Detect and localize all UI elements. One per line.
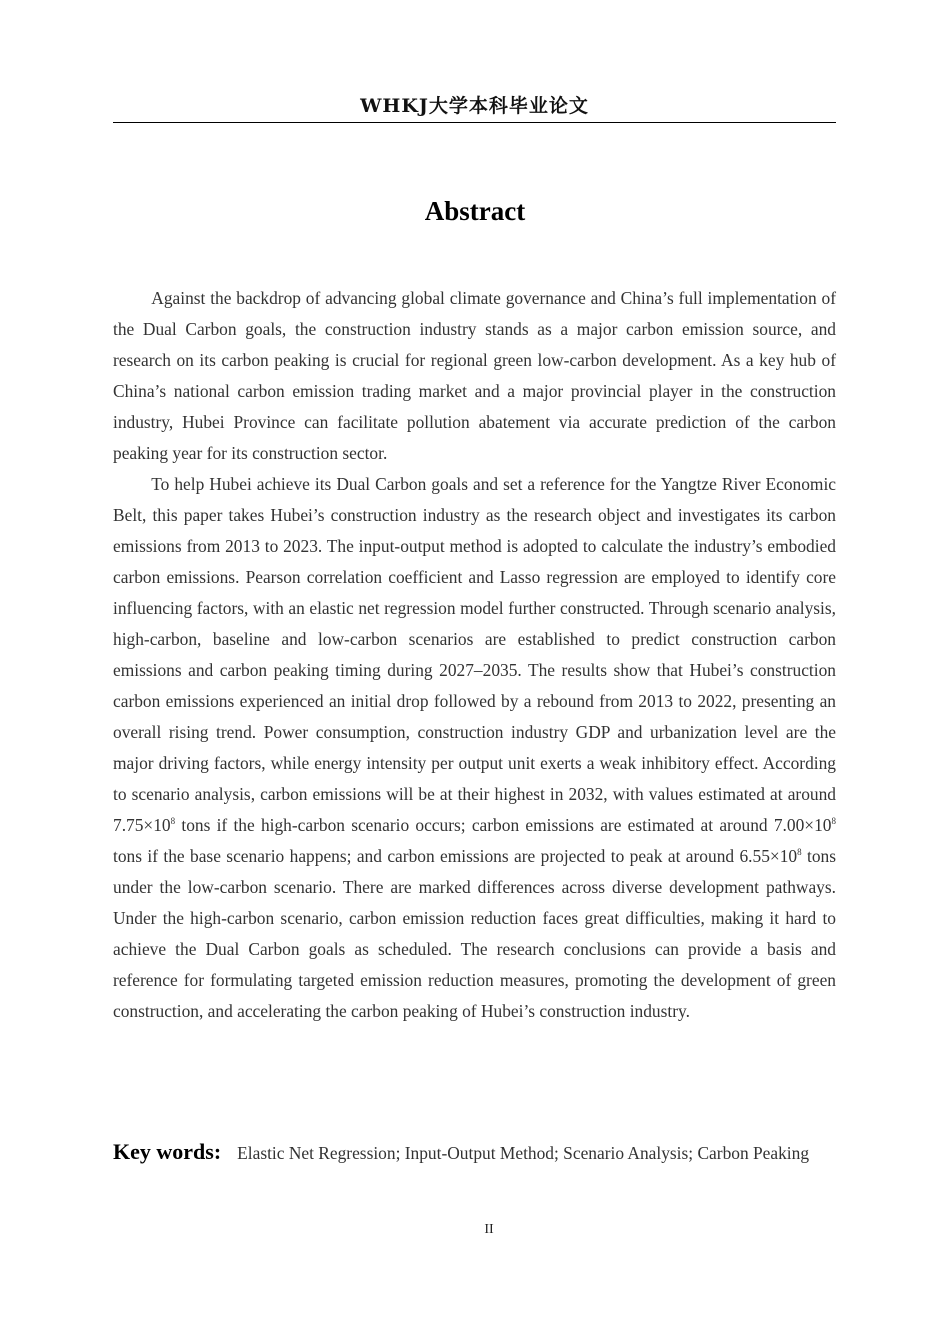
page-header — [113, 92, 836, 123]
page-number: II — [484, 1222, 494, 1237]
paragraph-2-text-4: tons under the low-carbon scenario. There are marked differences across diverse development pathways. Under the high-carbon scenario, carbon emission reduction faces great difficulties, making it hard to achieve the Dual Carbon goals as scheduled. The research conclusions can provide a basis and reference for formulating targeted emission reduction measures, promoting the development of green construction, and accelerating the carbon peaking of Hubei’s construction industry. — [113, 846, 837, 1021]
exponent-2: 8 — [831, 816, 836, 826]
abstract-paragraph-1: Against the backdrop of advancing global climate governance and China’s full implementation of the Dual Carbon goals, the construction industry stands as a major carbon emission source, and research on its carbon peaking is crucial for regional green low-carbon development. As a key hub of China’s national carbon emission trading market and a major provincial player in the construction industry, Hubei Province can facilitate pollution abatement via accurate prediction of the carbon peaking year for its construction sector. — [113, 288, 836, 463]
exponent-3: 8 — [797, 847, 802, 857]
paragraph-2-text-2: tons if the high-carbon scenario occurs; carbon emissions are estimated at around 7.00×10 — [175, 815, 832, 835]
abstract-paragraph-2 — [113, 469, 836, 1027]
paragraph-2-text-3: tons if the base scenario happens; and carbon emissions are projected to peak at around 6.55×10 — [113, 846, 798, 866]
abstract-body — [113, 283, 836, 1027]
keywords-label: Key words: — [113, 1139, 222, 1164]
exponent-1: 8 — [170, 816, 176, 826]
header-title: WHKJ大学本科毕业论文 — [360, 95, 589, 117]
keywords-text: Elastic Net Regression; Input-Output Method; Scenario Analysis; Carbon Peaking — [237, 1143, 810, 1163]
abstract-title: Abstract — [424, 196, 526, 226]
paragraph-2-text-1: To help Hubei achieve its Dual Carbon goals and set a reference for the Yangtze River Economic Belt, this paper takes Hubei’s construction industry as the research object and investigates its carbon emissions from 2013 to 2023. The input-output method is adopted to calculate the industry’s embodied carbon emissions. Pearson correlation coefficient and Lasso regression are employed to identify core influencing factors, with an elastic net regression model further constructed. Through scenario analysis, high-carbon, baseline and low-carbon scenarios are established to predict construction carbon emissions and carbon peaking timing during 2027–2035. The results show that Hubei’s construction carbon emissions experienced an initial drop followed by a rebound from 2013 to 2022, presenting an overall rising trend. Power consumption, construction industry GDP and urbanization level are the major driving factors, while energy intensity per output unit exerts a weak inhibitory effect. According to scenario analysis, carbon emissions will be at their highest in 2032, with values estimated at around 7.75×10 — [113, 474, 836, 835]
keywords-section — [113, 1130, 836, 1175]
